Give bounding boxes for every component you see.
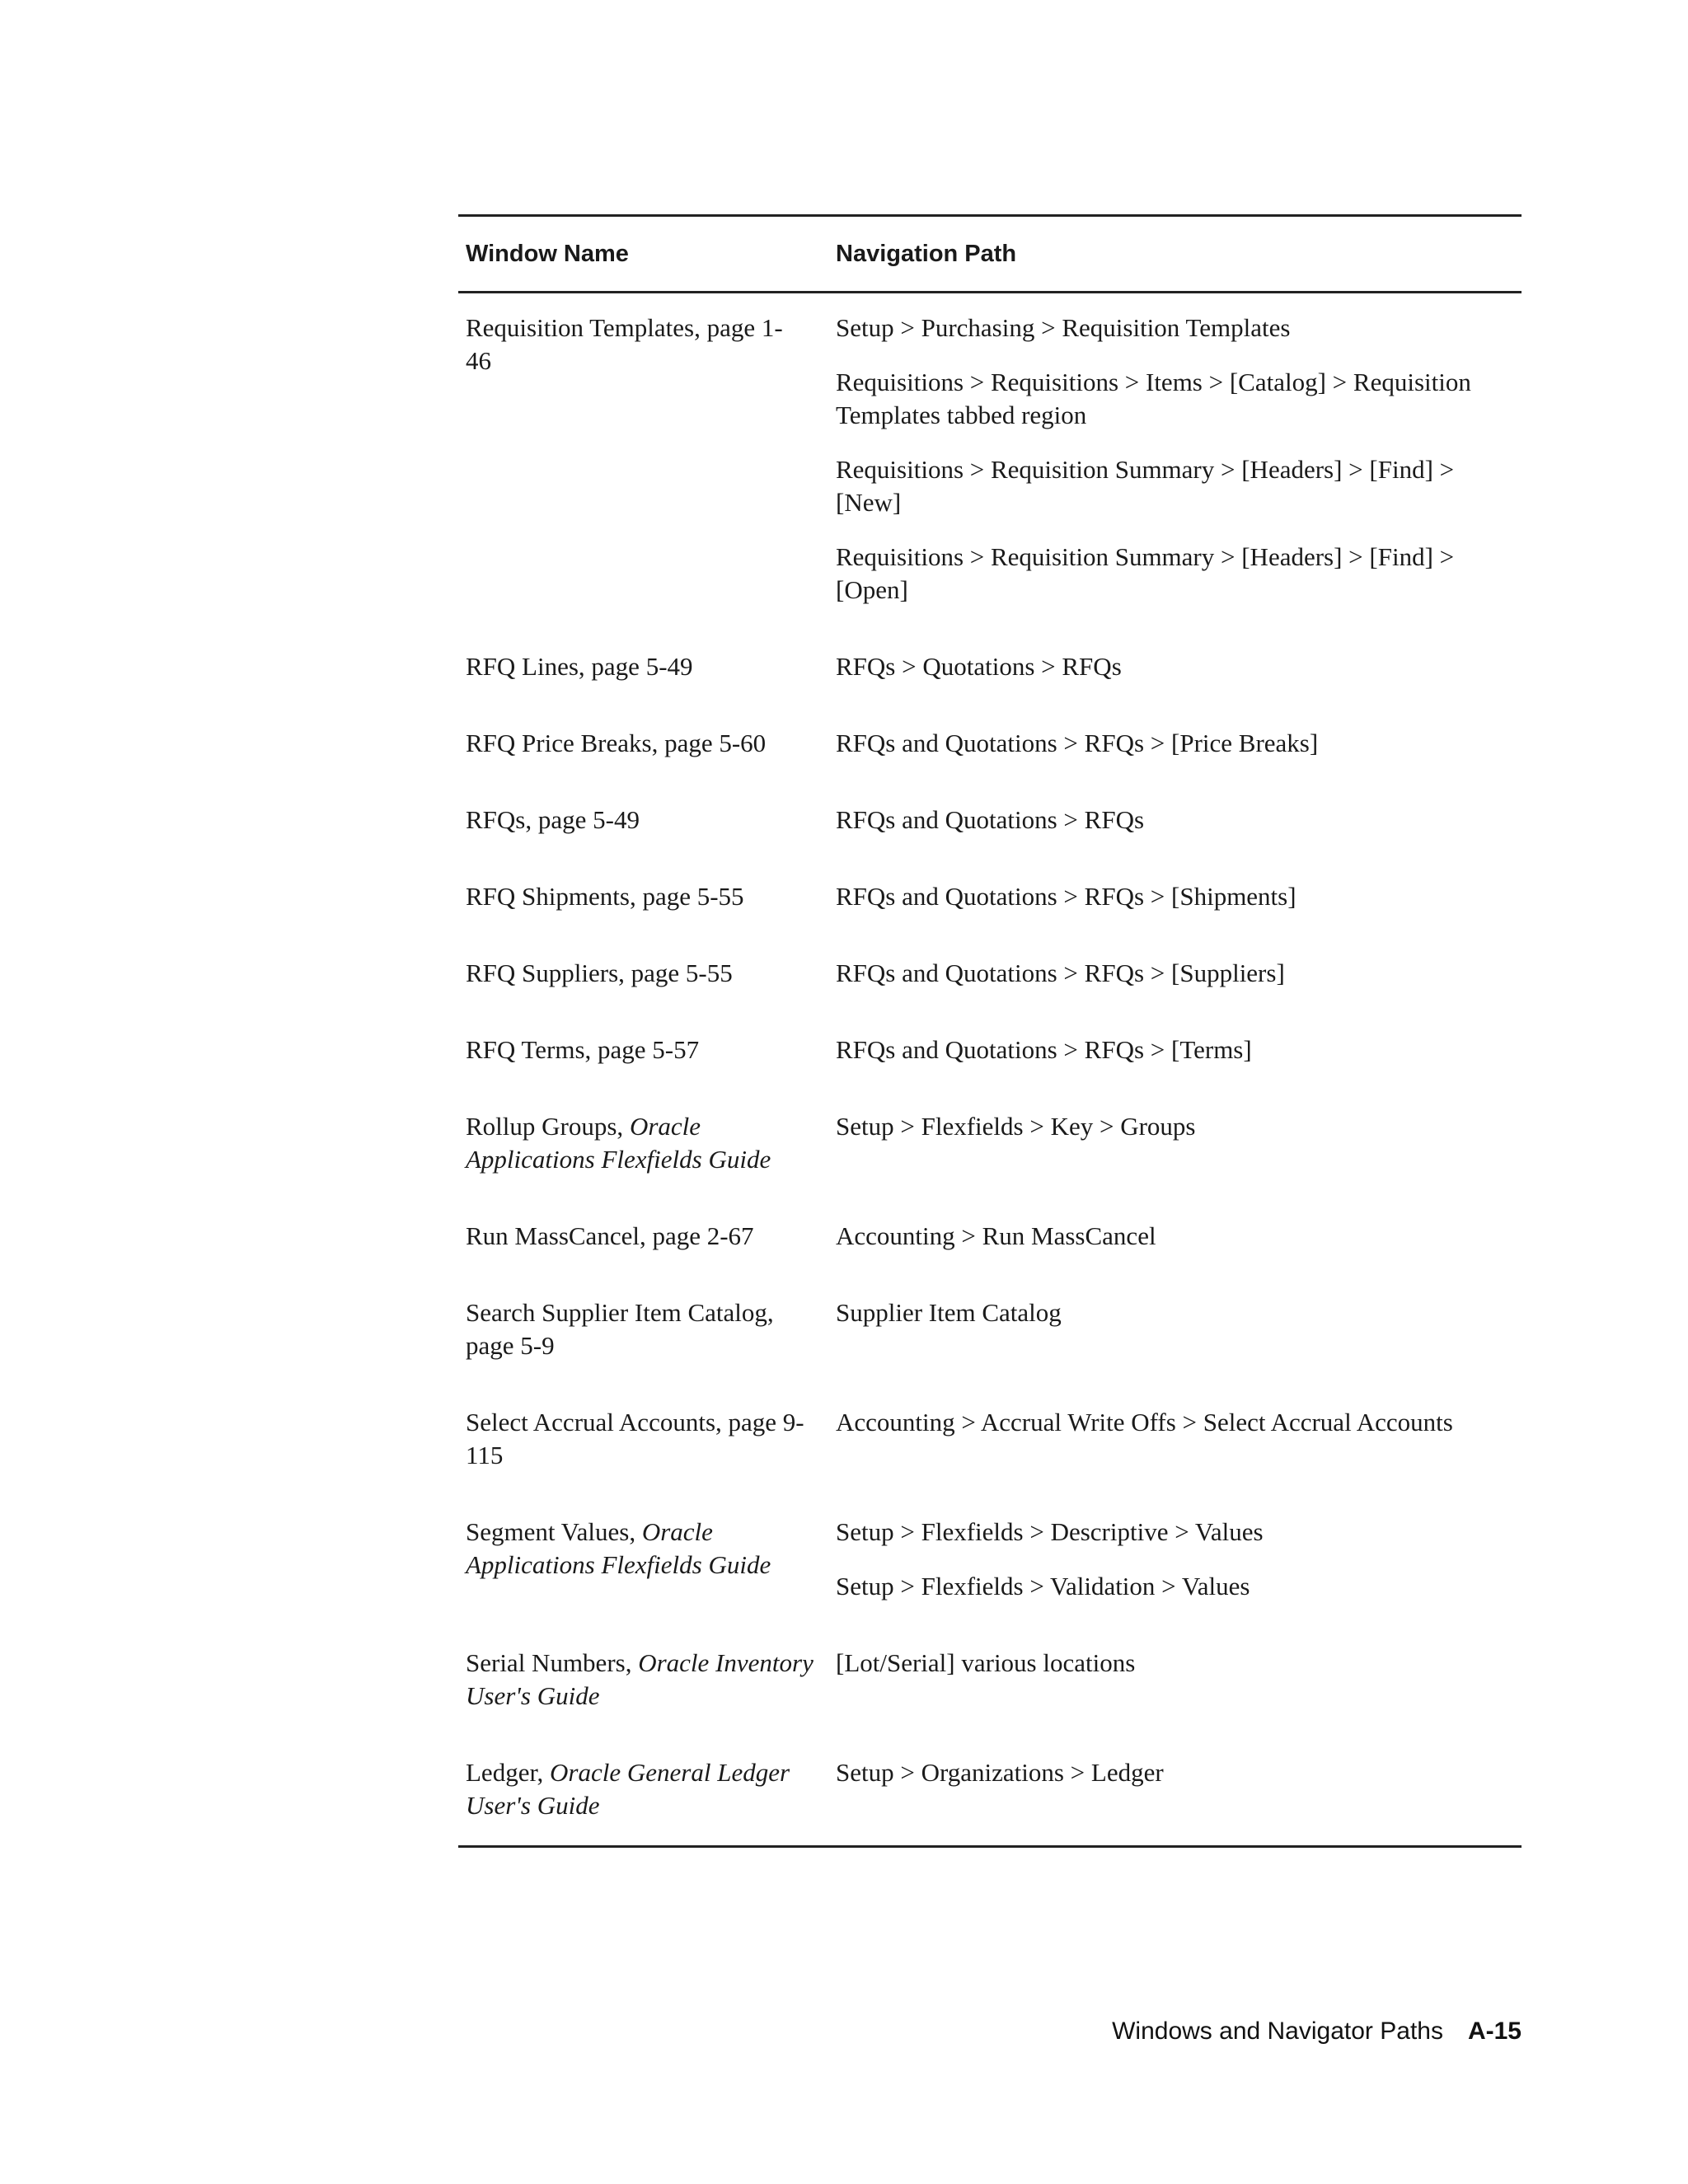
- navigation-path: Setup > Flexfields > Key > Groups: [836, 1112, 1196, 1141]
- navigation-path-cell: [836, 727, 1522, 760]
- table-body: [458, 293, 1522, 1845]
- window-name-cell: Requisition Templates, page 1- 46: [466, 313, 783, 375]
- table-row: [458, 1756, 1522, 1822]
- window-name-cell: RFQ Price Breaks, page 5-60: [466, 729, 767, 757]
- navigation-path-cell: [836, 1516, 1522, 1603]
- table-row: [458, 650, 1522, 683]
- navigation-path-cell: [836, 1033, 1522, 1066]
- table-row: [458, 957, 1522, 990]
- navigation-path-cell: [836, 1296, 1522, 1329]
- window-name-cell: Select Accrual Accounts, page 9- 115: [466, 1408, 804, 1469]
- table-bottom-rule: [458, 1845, 1522, 1848]
- table-row: [458, 1406, 1522, 1472]
- table-row: [458, 1516, 1522, 1603]
- navigation-path-cell: [836, 804, 1522, 837]
- navigation-path-cell: [836, 1220, 1522, 1253]
- navigation-path: Supplier Item Catalog: [836, 1298, 1062, 1327]
- table-row: [458, 1110, 1522, 1176]
- footer-section-title: Windows and Navigator Paths: [1112, 2018, 1443, 2045]
- window-name-cell: RFQ Lines, page 5-49: [466, 652, 693, 681]
- navigation-path: Setup > Flexfields > Validation > Values: [836, 1572, 1250, 1601]
- window-name-cell: RFQs, page 5-49: [466, 805, 640, 834]
- navigation-path: Setup > Organizations > Ledger: [836, 1758, 1164, 1787]
- navigation-path: RFQs and Quotations > RFQs > [Terms]: [836, 1035, 1252, 1064]
- window-name-cell: Run MassCancel, page 2-67: [466, 1221, 754, 1250]
- window-name-cell: Serial Numbers, Oracle Inventory User's Guide: [466, 1648, 814, 1710]
- navigation-table: [458, 214, 1522, 1848]
- navigation-path-cell: [836, 1110, 1522, 1143]
- header-window-name: Window Name: [466, 240, 629, 267]
- table-row: [458, 1647, 1522, 1713]
- navigation-path-cell: [836, 312, 1522, 607]
- navigation-path: Accounting > Run MassCancel: [836, 1221, 1156, 1250]
- navigation-path: Setup > Flexfields > Descriptive > Values: [836, 1517, 1264, 1546]
- window-name-cell: Segment Values, Oracle Applications Flexfields Guide: [466, 1517, 771, 1579]
- table-row: [458, 880, 1522, 913]
- window-name-cell: RFQ Terms, page 5-57: [466, 1035, 700, 1064]
- table-row: [458, 1296, 1522, 1362]
- table-header-row: [458, 217, 1522, 293]
- table-row: [458, 312, 1522, 607]
- navigation-path: RFQs and Quotations > RFQs: [836, 805, 1145, 834]
- navigation-path: Setup > Purchasing > Requisition Templates: [836, 313, 1291, 342]
- navigation-path: RFQs > Quotations > RFQs: [836, 652, 1122, 681]
- table-row: [458, 727, 1522, 760]
- page-footer: [1112, 2018, 1522, 2046]
- window-name-cell: Ledger, Oracle General Ledger User's Guide: [466, 1758, 790, 1820]
- header-navigation-path: Navigation Path: [836, 240, 1017, 267]
- table-row: [458, 804, 1522, 837]
- navigation-path: [Lot/Serial] various locations: [836, 1648, 1136, 1677]
- navigation-path-cell: [836, 880, 1522, 913]
- navigation-path: Requisitions > Requisitions > Items > [Catalog] > Requisition Templates tabbed region: [836, 368, 1471, 429]
- navigation-path: Requisitions > Requisition Summary > [Headers] > [Find] > [New]: [836, 455, 1455, 517]
- navigation-path: Requisitions > Requisition Summary > [Headers] > [Find] > [Open]: [836, 542, 1455, 604]
- navigation-path-cell: [836, 1406, 1522, 1439]
- navigation-path: RFQs and Quotations > RFQs > [Shipments]: [836, 882, 1296, 911]
- table-row: [458, 1033, 1522, 1066]
- navigation-path-cell: [836, 1647, 1522, 1680]
- navigation-path-cell: [836, 650, 1522, 683]
- window-name-cell: Search Supplier Item Catalog, page 5-9: [466, 1298, 774, 1360]
- table-row: [458, 1220, 1522, 1253]
- navigation-path: RFQs and Quotations > RFQs > [Price Breaks]: [836, 729, 1319, 757]
- window-name-cell: RFQ Suppliers, page 5-55: [466, 958, 733, 987]
- navigation-path-cell: [836, 957, 1522, 990]
- navigation-path-cell: [836, 1756, 1522, 1789]
- navigation-path: Accounting > Accrual Write Offs > Select Accrual Accounts: [836, 1408, 1453, 1436]
- footer-page-number: A-15: [1467, 2018, 1522, 2045]
- window-name-cell: Rollup Groups, Oracle Applications Flexfields Guide: [466, 1112, 771, 1174]
- window-name-cell: RFQ Shipments, page 5-55: [466, 882, 744, 911]
- navigation-path: RFQs and Quotations > RFQs > [Suppliers]: [836, 958, 1285, 987]
